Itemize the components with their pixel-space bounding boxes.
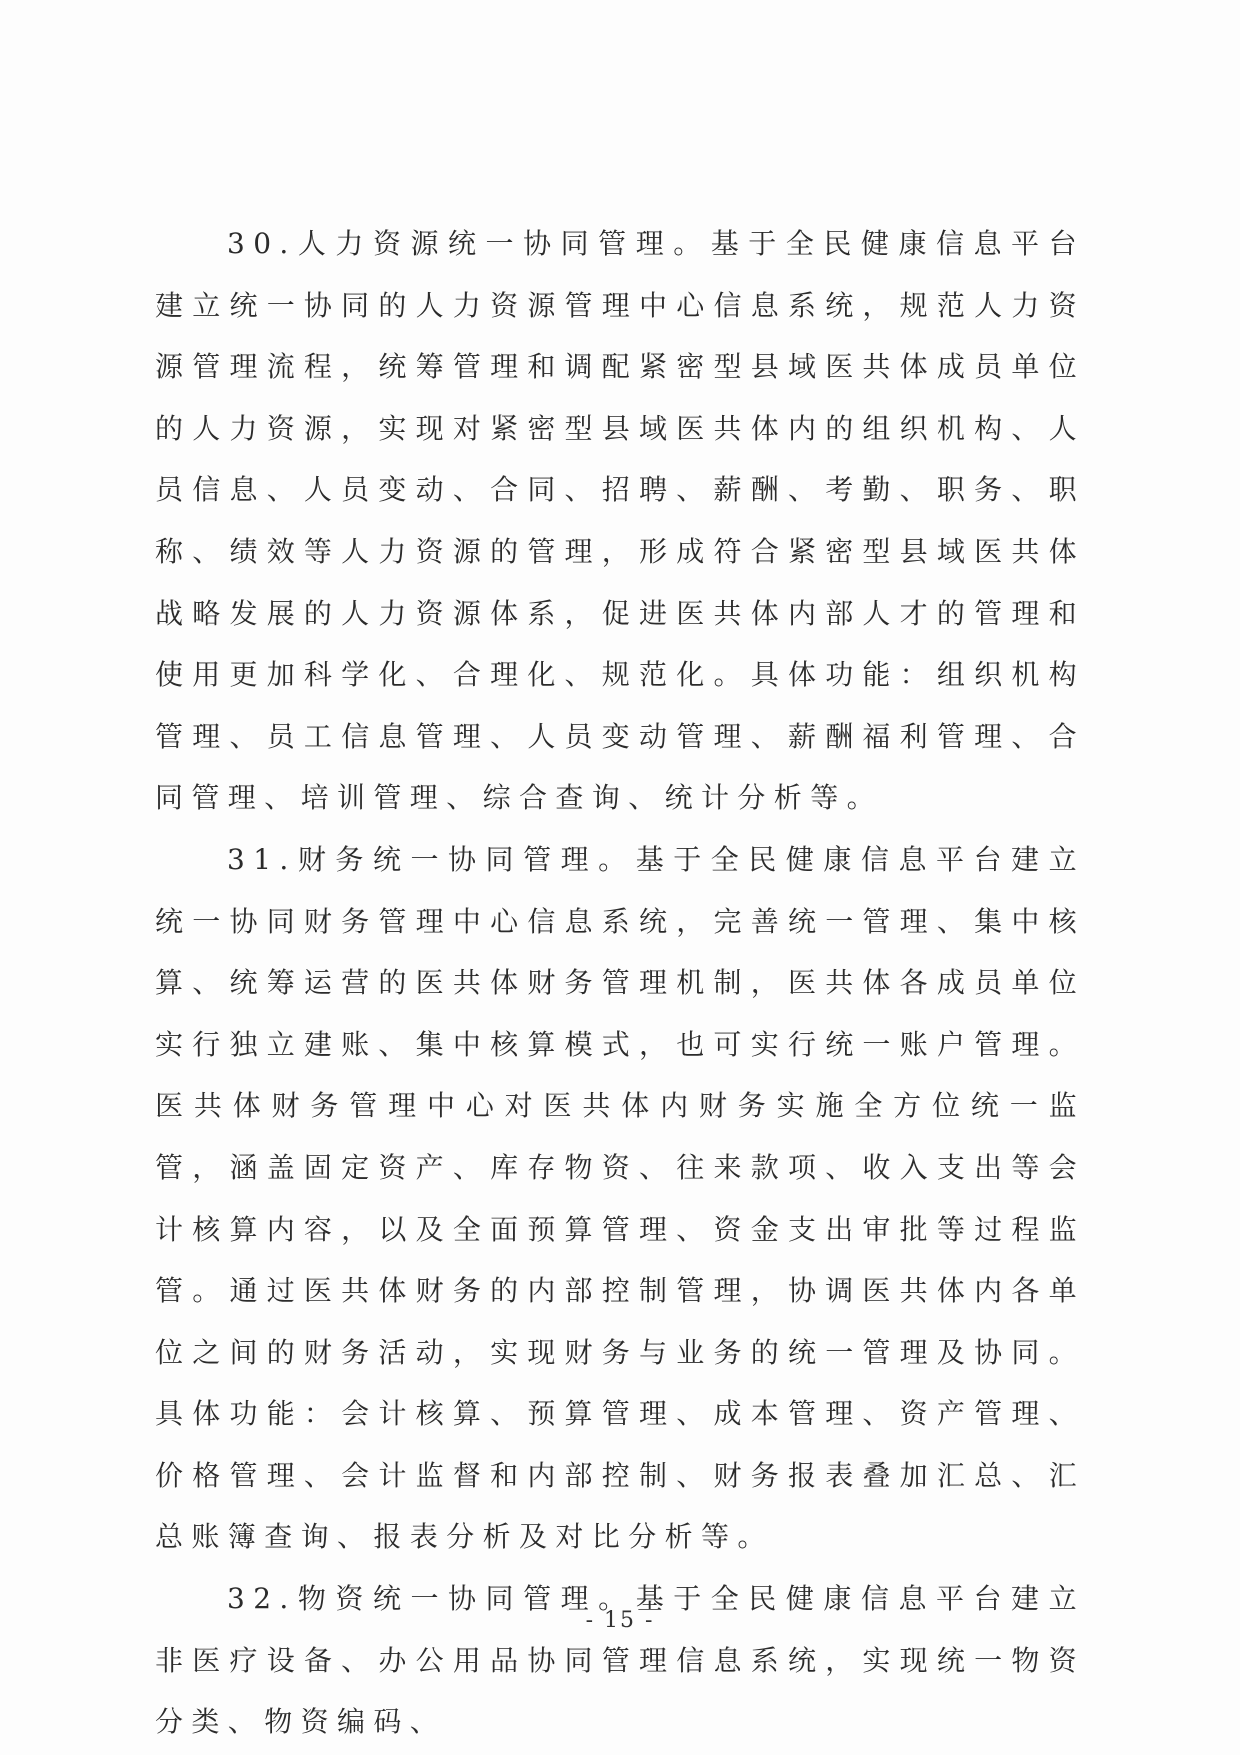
paragraph-hr-management: 30.人力资源统一协同管理。基于全民健康信息平台建立统一协同的人力资源管理中心信息系统，规范人力资源管理流程，统筹管理和调配紧密型县域医共体成员单位的人力资源，实现对紧密型县域医共体内的组织机构、人员信息、人员变动、合同、招聘、薪酬、考勤、职务、职称、绩效等人力资源的管理，形成符合紧密型县域医共体战略发展的人力资源体系，促进医共体内部人才的管理和使用更加科学化、合理化、规范化。具体功能：组织机构管理、员工信息管理、人员变动管理、薪酬福利管理、合同管理、培训管理、综合查询、统计分析等。 — [155, 227, 1085, 815]
body-text — [155, 213, 1085, 1753]
paragraph-materials-management: 32.物资统一协同管理。基于全民健康信息平台建立非医疗设备、办公用品协同管理信息系统，实现统一物资分类、物资编码、 — [155, 1582, 1085, 1739]
page-number: - 15 - — [585, 1608, 655, 1633]
paragraph-finance-management: 31.财务统一协同管理。基于全民健康信息平台建立统一协同财务管理中心信息系统，完善统一管理、集中核算、统筹运营的医共体财务管理机制，医共体各成员单位实行独立建账、集中核算模式，也可实行统一账户管理。医共体财务管理中心对医共体内财务实施全方位统一监管，涵盖固定资产、库存物资、往来款项、收入支出等会计核算内容，以及全面预算管理、资金支出审批等过程监管。通过医共体财务的内部控制管理，协调医共体内各单位之间的财务活动，实现财务与业务的统一管理及协同。具体功能：会计核算、预算管理、成本管理、资产管理、价格管理、会计监督和内部控制、财务报表叠加汇总、汇总账簿查询、报表分析及对比分析等。 — [155, 842, 1085, 1554]
